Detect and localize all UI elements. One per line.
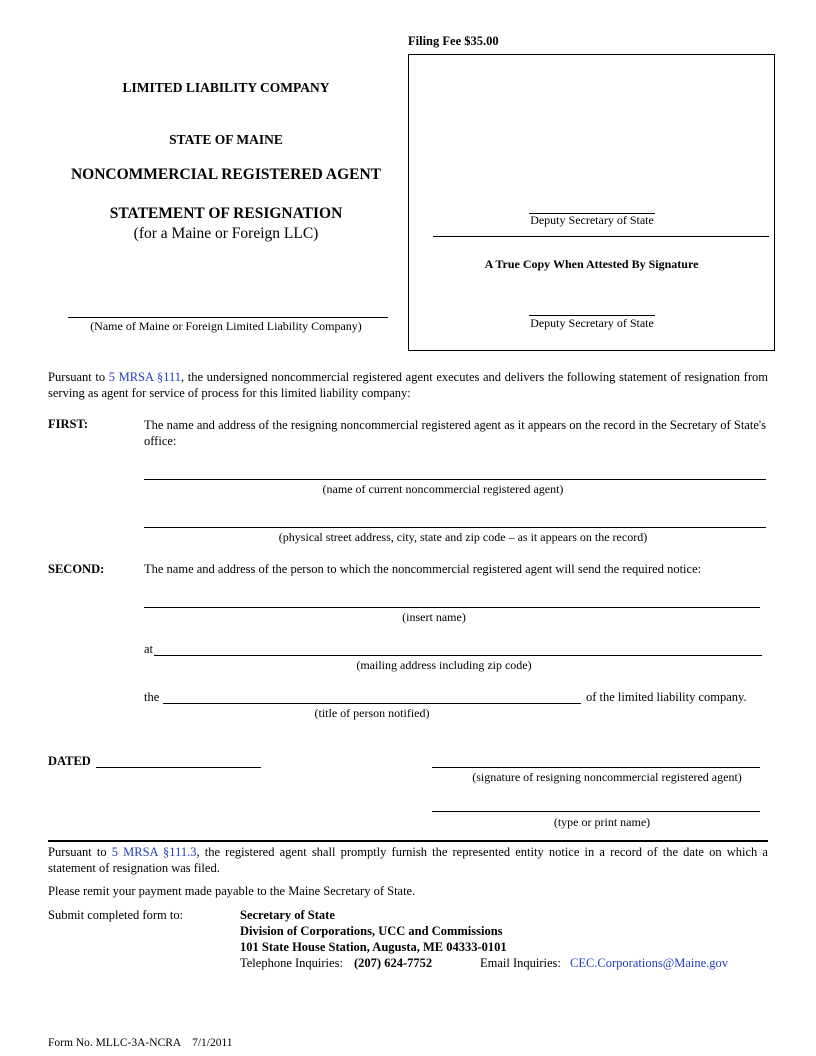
mailing-address-caption: (mailing address including zip code) bbox=[356, 658, 532, 672]
deputy-label-1: Deputy Secretary of State bbox=[530, 213, 654, 227]
at-label: at bbox=[144, 642, 154, 656]
title-line[interactable] bbox=[163, 703, 581, 704]
filing-stamp-box bbox=[408, 54, 775, 351]
notice-name-caption: (insert name) bbox=[402, 610, 466, 624]
email-link[interactable]: CEC.Corporations@Maine.gov bbox=[570, 956, 729, 970]
agent-address-caption: (physical street address, city, state and zip code – as it appears on the record) bbox=[278, 530, 648, 544]
email-label: Email Inquiries: bbox=[480, 956, 561, 970]
agent-name-line[interactable] bbox=[144, 479, 766, 480]
the-label: the bbox=[144, 690, 160, 704]
notice-paragraph bbox=[48, 844, 768, 876]
intro-prefix: Pursuant to bbox=[48, 370, 109, 384]
form-number: Form No. MLLC-3A-NCRA 7/1/2011 bbox=[48, 1037, 233, 1049]
true-copy-label: A True Copy When Attested By Signature bbox=[484, 257, 699, 271]
footer-divider bbox=[48, 840, 768, 842]
second-label: SECOND: bbox=[48, 562, 105, 576]
notice-prefix: Pursuant to bbox=[48, 845, 112, 859]
signature-caption: (signature of resigning noncommercial registered agent) bbox=[472, 770, 742, 784]
statement-title: STATEMENT OF RESIGNATION bbox=[109, 205, 343, 222]
print-name-line[interactable] bbox=[432, 811, 760, 812]
llc-name-caption: (Name of Maine or Foreign Limited Liability Company) bbox=[90, 319, 362, 333]
statement-subtitle: (for a Maine or Foreign LLC) bbox=[133, 225, 319, 242]
intro-statute-link[interactable]: 5 MRSA §111 bbox=[108, 370, 182, 384]
deputy-label-2: Deputy Secretary of State bbox=[530, 316, 654, 330]
agent-name-caption: (name of current noncommercial registered agent) bbox=[322, 482, 564, 496]
of-company-text: of the limited liability company. bbox=[586, 690, 747, 704]
llc-name-line[interactable] bbox=[68, 317, 388, 318]
dated-label: DATED bbox=[48, 754, 91, 768]
address-line-3: 101 State House Station, Augusta, ME 04333-0101 bbox=[240, 940, 507, 954]
second-text: The name and address of the person to which the noncommercial registered agent will send the required notice: bbox=[144, 562, 702, 576]
address-line-1: Secretary of State bbox=[240, 908, 335, 922]
notice-statute-link[interactable]: 5 MRSA §111.3 bbox=[111, 845, 197, 859]
first-label: FIRST: bbox=[48, 417, 89, 431]
intro-text: , the undersigned noncommercial registered agent executes and delivers the following statement of resignation from serving as agent for service of process for this limited liability company: bbox=[48, 370, 768, 400]
agent-address-line[interactable] bbox=[144, 527, 766, 528]
intro-paragraph bbox=[48, 369, 768, 401]
box-divider bbox=[433, 236, 769, 237]
signature-line[interactable] bbox=[432, 767, 760, 768]
filing-fee: Filing Fee $35.00 bbox=[408, 34, 499, 48]
state-heading: STATE OF MAINE bbox=[169, 132, 283, 147]
address-line-2: Division of Corporations, UCC and Commissions bbox=[240, 924, 503, 938]
title-caption: (title of person notified) bbox=[314, 706, 430, 720]
payment-text: Please remit your payment made payable to the Maine Secretary of State. bbox=[48, 884, 416, 898]
phone-label: Telephone Inquiries: bbox=[240, 956, 343, 970]
mailing-address-line[interactable] bbox=[154, 655, 762, 656]
first-text: The name and address of the resigning noncommercial registered agent as it appears on the record in the Secretary of State's office: bbox=[144, 418, 766, 448]
phone-value: (207) 624-7752 bbox=[354, 956, 433, 970]
form-title: NONCOMMERCIAL REGISTERED AGENT bbox=[70, 166, 382, 183]
notice-name-line[interactable] bbox=[144, 607, 760, 608]
submit-label: Submit completed form to: bbox=[48, 908, 184, 922]
entity-type-heading: LIMITED LIABILITY COMPANY bbox=[122, 80, 330, 95]
date-line[interactable] bbox=[96, 767, 261, 768]
print-name-caption: (type or print name) bbox=[553, 815, 651, 829]
notice-text: , the registered agent shall promptly furnish the represented entity notice in a record of the date on which a statement of resignation was filed. bbox=[48, 845, 768, 875]
